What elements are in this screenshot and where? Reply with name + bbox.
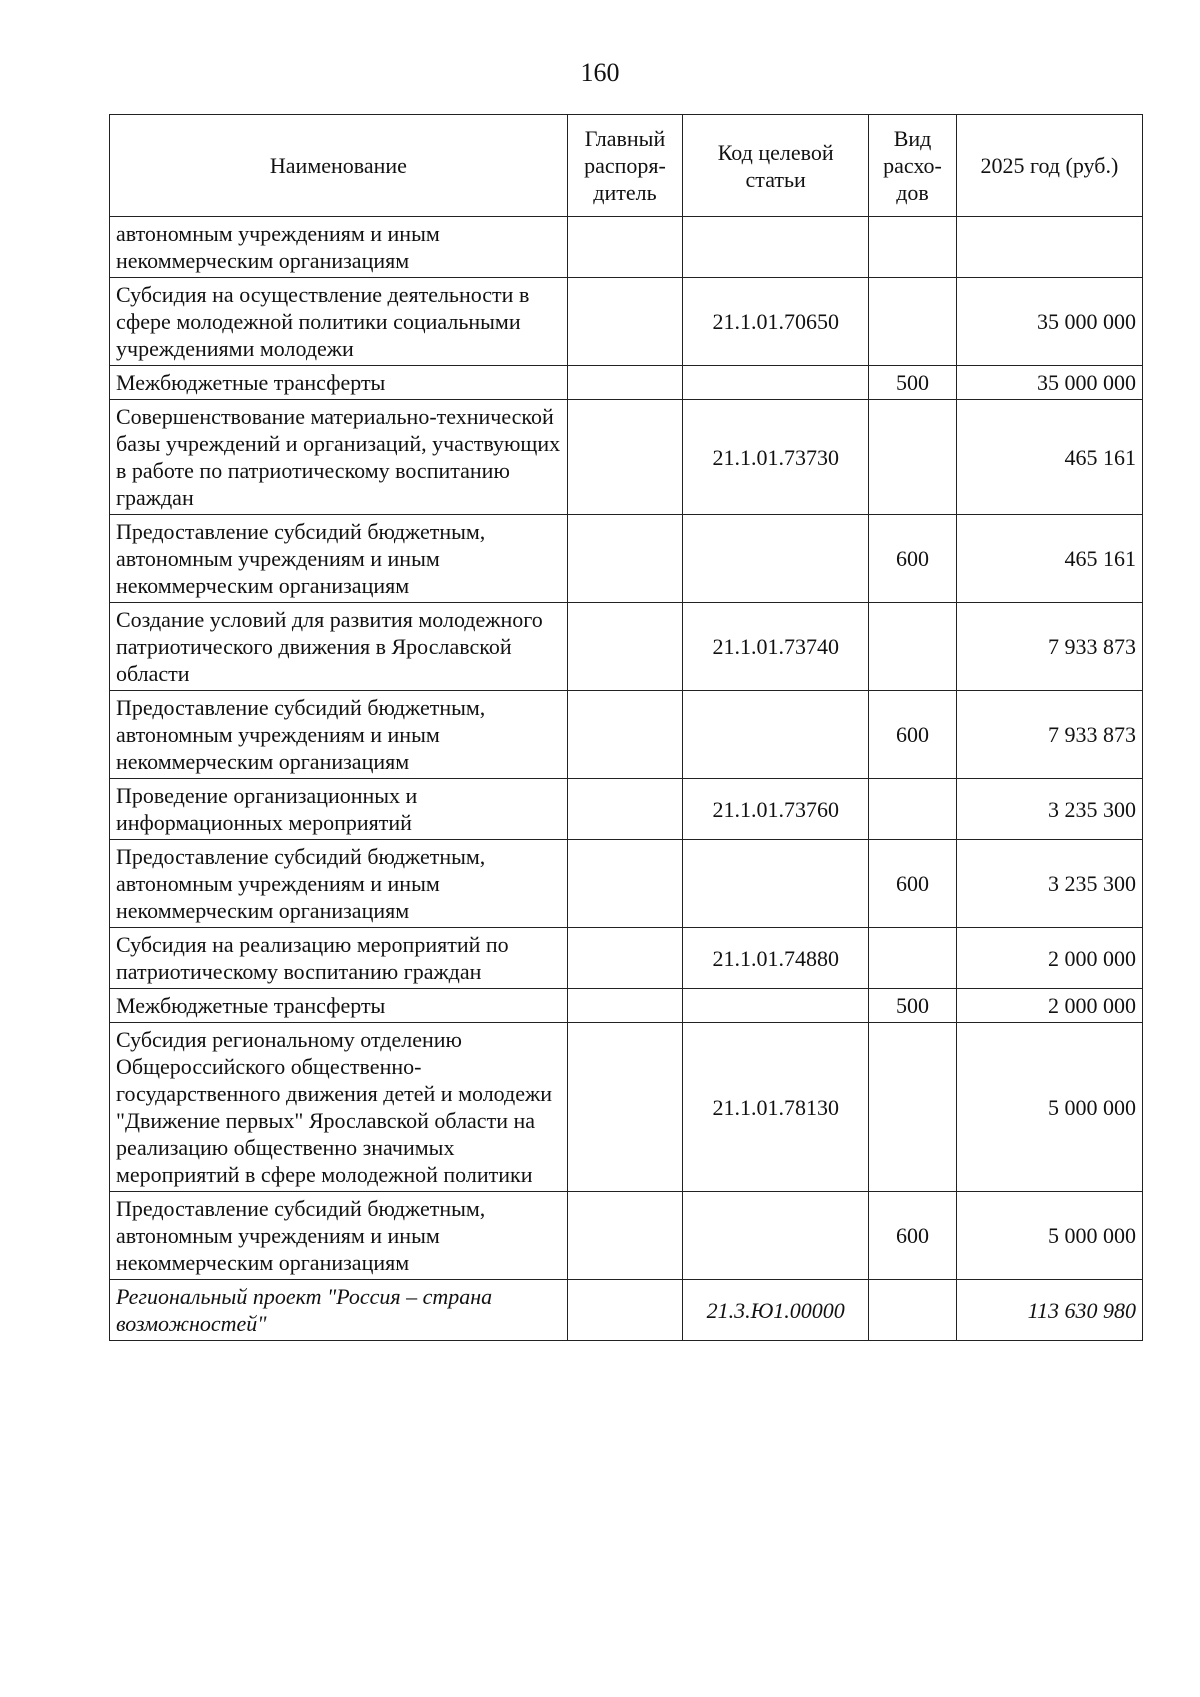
table-row xyxy=(110,928,1143,989)
table-row xyxy=(110,989,1143,1023)
cell-expense-type xyxy=(869,400,956,515)
cell-expense-type: 500 xyxy=(869,366,956,400)
table-row xyxy=(110,691,1143,779)
cell-expense-type: 600 xyxy=(869,1192,956,1280)
cell-amount: 5 000 000 xyxy=(956,1023,1142,1192)
cell-target-code xyxy=(683,989,869,1023)
table-row xyxy=(110,840,1143,928)
cell-target-code: 21.1.01.70650 xyxy=(683,278,869,366)
cell-name: Создание условий для развития молодежного патриотического движения в Ярославской области xyxy=(110,603,568,691)
cell-expense-type: 600 xyxy=(869,691,956,779)
table-row xyxy=(110,400,1143,515)
cell-target-code xyxy=(683,515,869,603)
header-target-code: Код целевой статьи xyxy=(683,115,869,217)
cell-name: Субсидия на реализацию мероприятий по патриотическому воспитанию граждан xyxy=(110,928,568,989)
cell-target-code xyxy=(683,691,869,779)
cell-amount: 7 933 873 xyxy=(956,691,1142,779)
cell-expense-type xyxy=(869,1023,956,1192)
cell-target-code xyxy=(683,217,869,278)
table-row xyxy=(110,1023,1143,1192)
table-row xyxy=(110,779,1143,840)
header-main-manager: Главный распоря-дитель xyxy=(567,115,682,217)
cell-amount: 35 000 000 xyxy=(956,278,1142,366)
header-name: Наименование xyxy=(110,115,568,217)
cell-name: автономным учреждениям и иным некоммерческим организациям xyxy=(110,217,568,278)
cell-main-manager xyxy=(567,1023,682,1192)
cell-target-code: 21.1.01.73740 xyxy=(683,603,869,691)
table-row xyxy=(110,1192,1143,1280)
table-row xyxy=(110,1280,1143,1341)
cell-target-code: 21.1.01.74880 xyxy=(683,928,869,989)
cell-amount: 7 933 873 xyxy=(956,603,1142,691)
cell-amount: 2 000 000 xyxy=(956,928,1142,989)
cell-expense-type xyxy=(869,928,956,989)
table-header-row xyxy=(110,115,1143,217)
table-body xyxy=(110,217,1143,1341)
cell-expense-type xyxy=(869,1280,956,1341)
cell-amount: 3 235 300 xyxy=(956,840,1142,928)
cell-name: Предоставление субсидий бюджетным, автономным учреждениям и иным некоммерческим организациям xyxy=(110,691,568,779)
cell-amount xyxy=(956,217,1142,278)
cell-main-manager xyxy=(567,278,682,366)
cell-name: Субсидия региональному отделению Общероссийского общественно-государственного движения детей и молодежи "Движение первых" Ярославской области на реализацию общественно значимых мероприятий в сфере молодежной политики xyxy=(110,1023,568,1192)
cell-name: Предоставление субсидий бюджетным, автономным учреждениям и иным некоммерческим организациям xyxy=(110,1192,568,1280)
page-number: 160 xyxy=(580,58,620,87)
cell-main-manager xyxy=(567,366,682,400)
cell-expense-type: 500 xyxy=(869,989,956,1023)
cell-target-code: 21.3.Ю1.00000 xyxy=(683,1280,869,1341)
cell-target-code: 21.1.01.73730 xyxy=(683,400,869,515)
cell-expense-type xyxy=(869,603,956,691)
cell-main-manager xyxy=(567,779,682,840)
cell-name: Проведение организационных и информационных мероприятий xyxy=(110,779,568,840)
cell-amount: 3 235 300 xyxy=(956,779,1142,840)
budget-table xyxy=(109,114,1143,1341)
table-row xyxy=(110,515,1143,603)
cell-main-manager xyxy=(567,691,682,779)
cell-expense-type: 600 xyxy=(869,840,956,928)
cell-name: Субсидия на осуществление деятельности в сфере молодежной политики социальными учреждениями молодежи xyxy=(110,278,568,366)
cell-target-code xyxy=(683,840,869,928)
cell-main-manager xyxy=(567,840,682,928)
cell-amount: 113 630 980 xyxy=(956,1280,1142,1341)
cell-amount: 465 161 xyxy=(956,515,1142,603)
cell-main-manager xyxy=(567,989,682,1023)
table-row xyxy=(110,603,1143,691)
cell-name: Предоставление субсидий бюджетным, автономным учреждениям и иным некоммерческим организациям xyxy=(110,840,568,928)
cell-main-manager xyxy=(567,400,682,515)
header-year-amount: 2025 год (руб.) xyxy=(956,115,1142,217)
cell-expense-type xyxy=(869,278,956,366)
table-row xyxy=(110,366,1143,400)
cell-target-code xyxy=(683,366,869,400)
cell-target-code: 21.1.01.73760 xyxy=(683,779,869,840)
cell-expense-type: 600 xyxy=(869,515,956,603)
cell-target-code xyxy=(683,1192,869,1280)
table-row xyxy=(110,217,1143,278)
cell-name: Межбюджетные трансферты xyxy=(110,366,568,400)
cell-expense-type xyxy=(869,779,956,840)
cell-main-manager xyxy=(567,217,682,278)
cell-name: Совершенствование материально-технической базы учреждений и организаций, участвующих в работе по патриотическому воспитанию граждан xyxy=(110,400,568,515)
cell-amount: 5 000 000 xyxy=(956,1192,1142,1280)
cell-amount: 2 000 000 xyxy=(956,989,1142,1023)
cell-amount: 465 161 xyxy=(956,400,1142,515)
cell-name: Предоставление субсидий бюджетным, автономным учреждениям и иным некоммерческим организациям xyxy=(110,515,568,603)
cell-main-manager xyxy=(567,1280,682,1341)
cell-name: Региональный проект "Россия – страна возможностей" xyxy=(110,1280,568,1341)
table-row xyxy=(110,278,1143,366)
cell-target-code: 21.1.01.78130 xyxy=(683,1023,869,1192)
cell-expense-type xyxy=(869,217,956,278)
header-expense-type: Вид расхо-дов xyxy=(869,115,956,217)
cell-main-manager xyxy=(567,1192,682,1280)
cell-main-manager xyxy=(567,603,682,691)
cell-name: Межбюджетные трансферты xyxy=(110,989,568,1023)
cell-amount: 35 000 000 xyxy=(956,366,1142,400)
cell-main-manager xyxy=(567,515,682,603)
cell-main-manager xyxy=(567,928,682,989)
